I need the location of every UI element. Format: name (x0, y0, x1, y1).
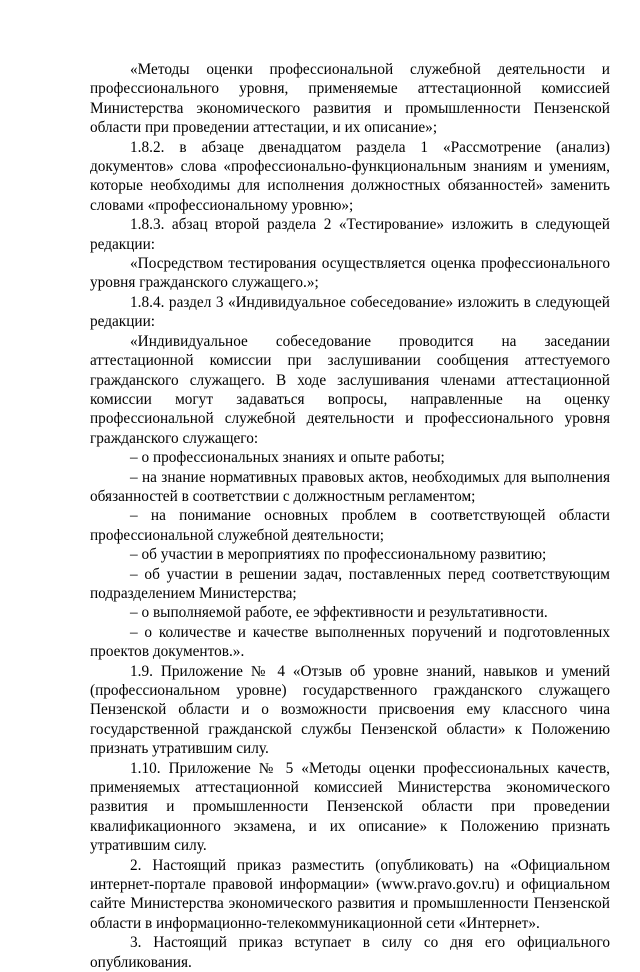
paragraph-testing-text: «Посредством тестирования осуществляется оценка профессионального уровня гражданского служащего.»; (90, 255, 610, 292)
paragraph-1-8-3: 1.8.3. абзац второй раздела 2 «Тестирование» изложить в следующей редакции: (90, 216, 610, 253)
list-item-assignments: – о количестве и качестве выполненных поручений и подготовленных проектов документов.». (90, 623, 610, 661)
paragraph-3-effective-date: 3. Настоящий приказ вступает в силу со дня его официального опубликования. (90, 934, 610, 971)
paragraph-1-8-2: 1.8.2. в абзаце двенадцатом раздела 1 «Рассмотрение (анализ) документов» слова «профессионально-функциональным знаниям и умениям, которые необходимы для исполнения должностных обязанностей» заменить словами «профессиональному уровню»; (90, 138, 610, 214)
paragraph-2-publication: 2. Настоящий приказ разместить (опубликовать) на «Официальном интернет-портале правовой информации» (www.pravo.gov.ru) и официальном сайте Министерства экономического развития и промышленности Пензенской области в информационно-телекоммуникационной сети «Интернет». (90, 856, 610, 932)
paragraph-interview-text: «Индивидуальное собеседование проводится на заседании аттестационной комиссии при заслушивании сообщения аттестуемого гражданского служащего. В ходе заслушивания членами аттестационной комиссии могут задаваться вопросы, направленные на оценку профессиональной служебной деятельности и профессионального уровня гражданского служащего: (90, 332, 610, 447)
list-item-knowledge: – о профессиональных знаниях и опыте работы; (130, 449, 445, 467)
paragraph-1-8-4: 1.8.4. раздел 3 «Индивидуальное собеседование» изложить в следующей редакции: (90, 293, 610, 331)
paragraph-1-9: 1.9. Приложение № 4 «Отзыв об уровне знаний, навыков и умений (профессиональном уровне) государственного гражданского служащего Пензенской области и о возможности присвоения ему классного чина государственной гражданской службы Пензенской области» к Положению признать утратившим силу. (90, 662, 610, 758)
list-item-tasks: – об участии в решении задач, поставленных перед соответствующим подразделением Министерства; (90, 565, 610, 602)
list-item-work-efficiency: – о выполняемой работе, ее эффективности и результативности. (130, 604, 548, 622)
list-item-development: – об участии в мероприятиях по профессиональному развитию; (130, 546, 547, 564)
list-item-problems: – на понимание основных проблем в соответствующей области профессиональной служебной деятельности; (90, 507, 610, 544)
document-page (90, 60, 610, 972)
paragraph-1-10: 1.10. Приложение № 5 «Методы оценки профессиональных качеств, применяемых аттестационной комиссией Министерства экономического развития и промышленности Пензенской области при проведении квалификационного экзамена, и их описание» к Положению признать утратившим силу. (90, 759, 610, 855)
list-item-legal-acts: – на знание нормативных правовых актов, необходимых для выполнения обязанностей в соответствии с должностным регламентом; (90, 468, 610, 505)
paragraph-methods-title: «Методы оценки профессиональной служебной деятельности и профессионального уровня, применяемые аттестационной комиссией Министерства экономического развития и промышленности Пензенской области при проведении аттестации, и их описание»; (90, 61, 610, 137)
